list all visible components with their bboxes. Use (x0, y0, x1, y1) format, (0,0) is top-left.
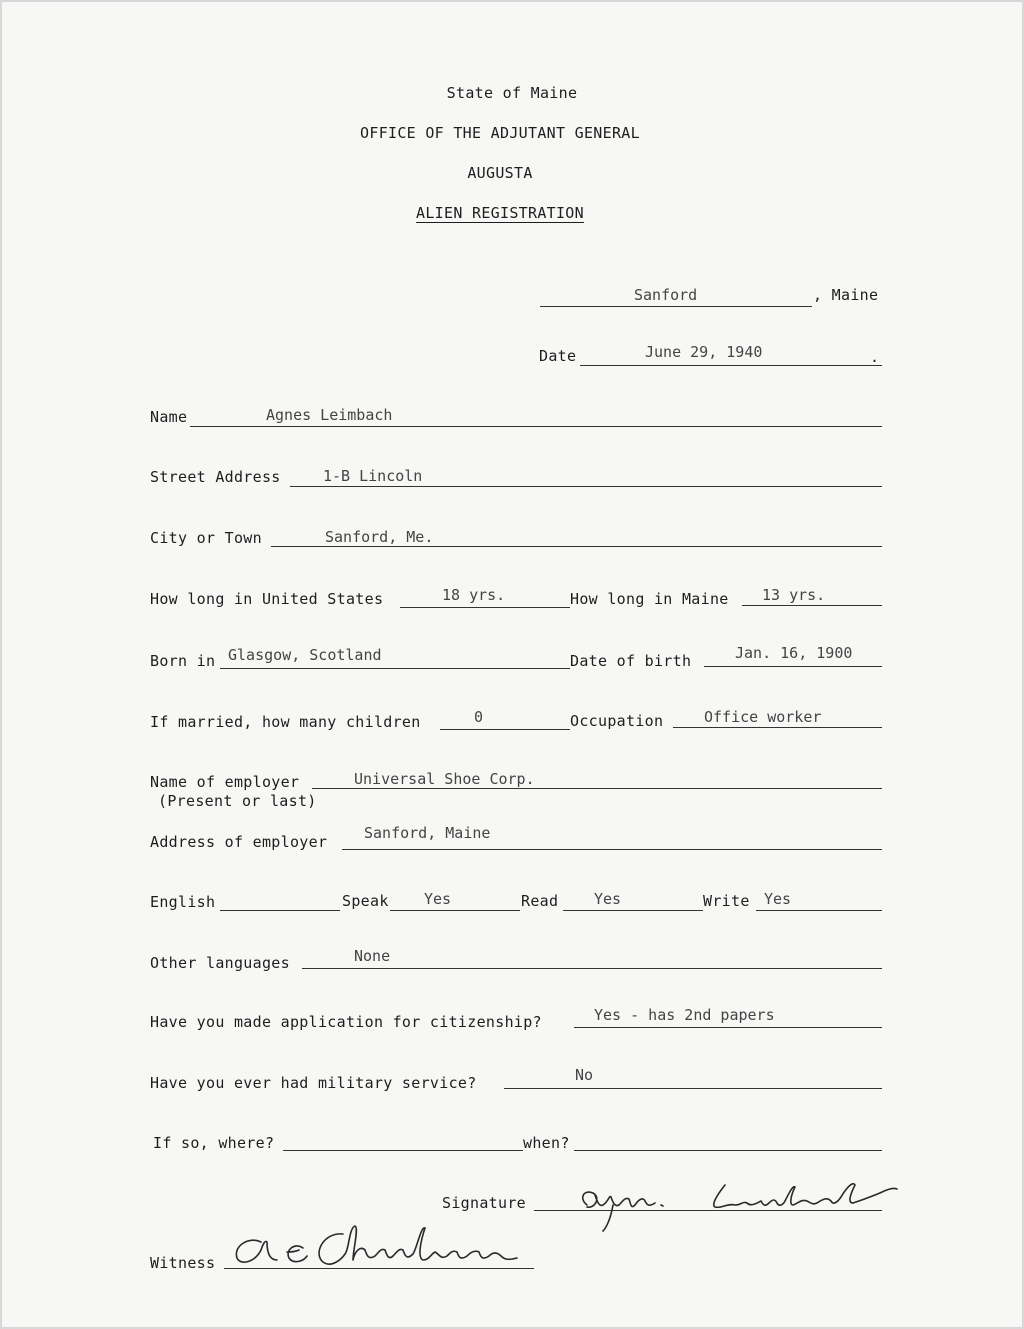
maine-years-label: How long in Maine (570, 590, 729, 608)
speak-value: Yes (424, 890, 452, 908)
read-label: Read (521, 892, 559, 910)
header-office: OFFICE OF THE ADJUTANT GENERAL (360, 124, 640, 142)
where-label: If so, where? (153, 1134, 275, 1152)
occupation-value: Office worker (704, 708, 822, 726)
other-languages-line (302, 968, 882, 969)
write-line (756, 910, 882, 911)
other-languages-label: Other languages (150, 954, 290, 972)
witness-signature (225, 1220, 535, 1280)
citizenship-line (574, 1027, 882, 1028)
military-label: Have you ever had military service? (150, 1074, 477, 1092)
occupation-label: Occupation (570, 712, 664, 730)
date-value: June 29, 1940 (645, 343, 763, 361)
us-years-line (400, 607, 570, 608)
location-line (540, 306, 812, 307)
read-line (563, 910, 703, 911)
street-value: 1-B Lincoln (323, 467, 423, 485)
write-value: Yes (764, 890, 792, 908)
location-value: Sanford (634, 286, 698, 304)
street-label: Street Address (150, 468, 281, 486)
dob-line (704, 666, 882, 667)
when-line (574, 1150, 882, 1151)
date-label: Date (539, 347, 577, 365)
signature-label: Signature (442, 1194, 526, 1212)
children-label: If married, how many children (150, 713, 421, 731)
speak-label: Speak (342, 892, 389, 910)
occupation-line (673, 727, 882, 728)
name-value: Agnes Leimbach (266, 406, 393, 424)
speak-line (390, 910, 520, 911)
employer-value: Universal Shoe Corp. (354, 770, 535, 788)
us-years-value: 18 yrs. (442, 586, 506, 604)
city-value: Sanford, Me. (325, 528, 434, 546)
date-end: . (870, 348, 880, 366)
dob-label: Date of birth (570, 652, 692, 670)
born-in-value: Glasgow, Scotland (228, 646, 382, 664)
english-line (220, 910, 340, 911)
english-label: English (150, 893, 216, 911)
city-line (271, 546, 882, 547)
children-value: 0 (474, 708, 484, 726)
military-value: No (575, 1066, 594, 1084)
write-label: Write (703, 892, 750, 910)
us-years-label: How long in United States (150, 590, 384, 608)
employer-address-value: Sanford, Maine (364, 824, 491, 842)
citizenship-label: Have you made application for citizenship? (150, 1013, 542, 1031)
employer-line (312, 788, 882, 789)
born-in-line (220, 668, 570, 669)
header-city: AUGUSTA (467, 164, 533, 182)
read-value: Yes (594, 890, 622, 908)
military-line (504, 1088, 882, 1089)
header-state: State of Maine (446, 84, 578, 102)
applicant-signature (575, 1175, 905, 1235)
where-line (283, 1150, 523, 1151)
employer-sublabel: (Present or last) (158, 792, 317, 810)
date-line (580, 365, 882, 366)
employer-label: Name of employer (150, 773, 300, 791)
dob-value: Jan. 16, 1900 (735, 644, 853, 662)
location-suffix: , Maine (813, 286, 879, 304)
form-title: ALIEN REGISTRATION (416, 204, 584, 222)
maine-years-value: 13 yrs. (762, 586, 826, 604)
born-in-label: Born in (150, 652, 216, 670)
name-line (190, 426, 882, 427)
when-label: when? (523, 1134, 570, 1152)
name-label: Name (150, 408, 188, 426)
employer-address-line (342, 849, 882, 850)
street-line (290, 486, 882, 487)
witness-label: Witness (150, 1254, 216, 1272)
other-languages-value: None (354, 947, 391, 965)
maine-years-line (742, 605, 882, 606)
city-label: City or Town (150, 529, 262, 547)
employer-address-label: Address of employer (150, 833, 328, 851)
citizenship-value: Yes - has 2nd papers (594, 1006, 775, 1024)
children-line (440, 729, 570, 730)
